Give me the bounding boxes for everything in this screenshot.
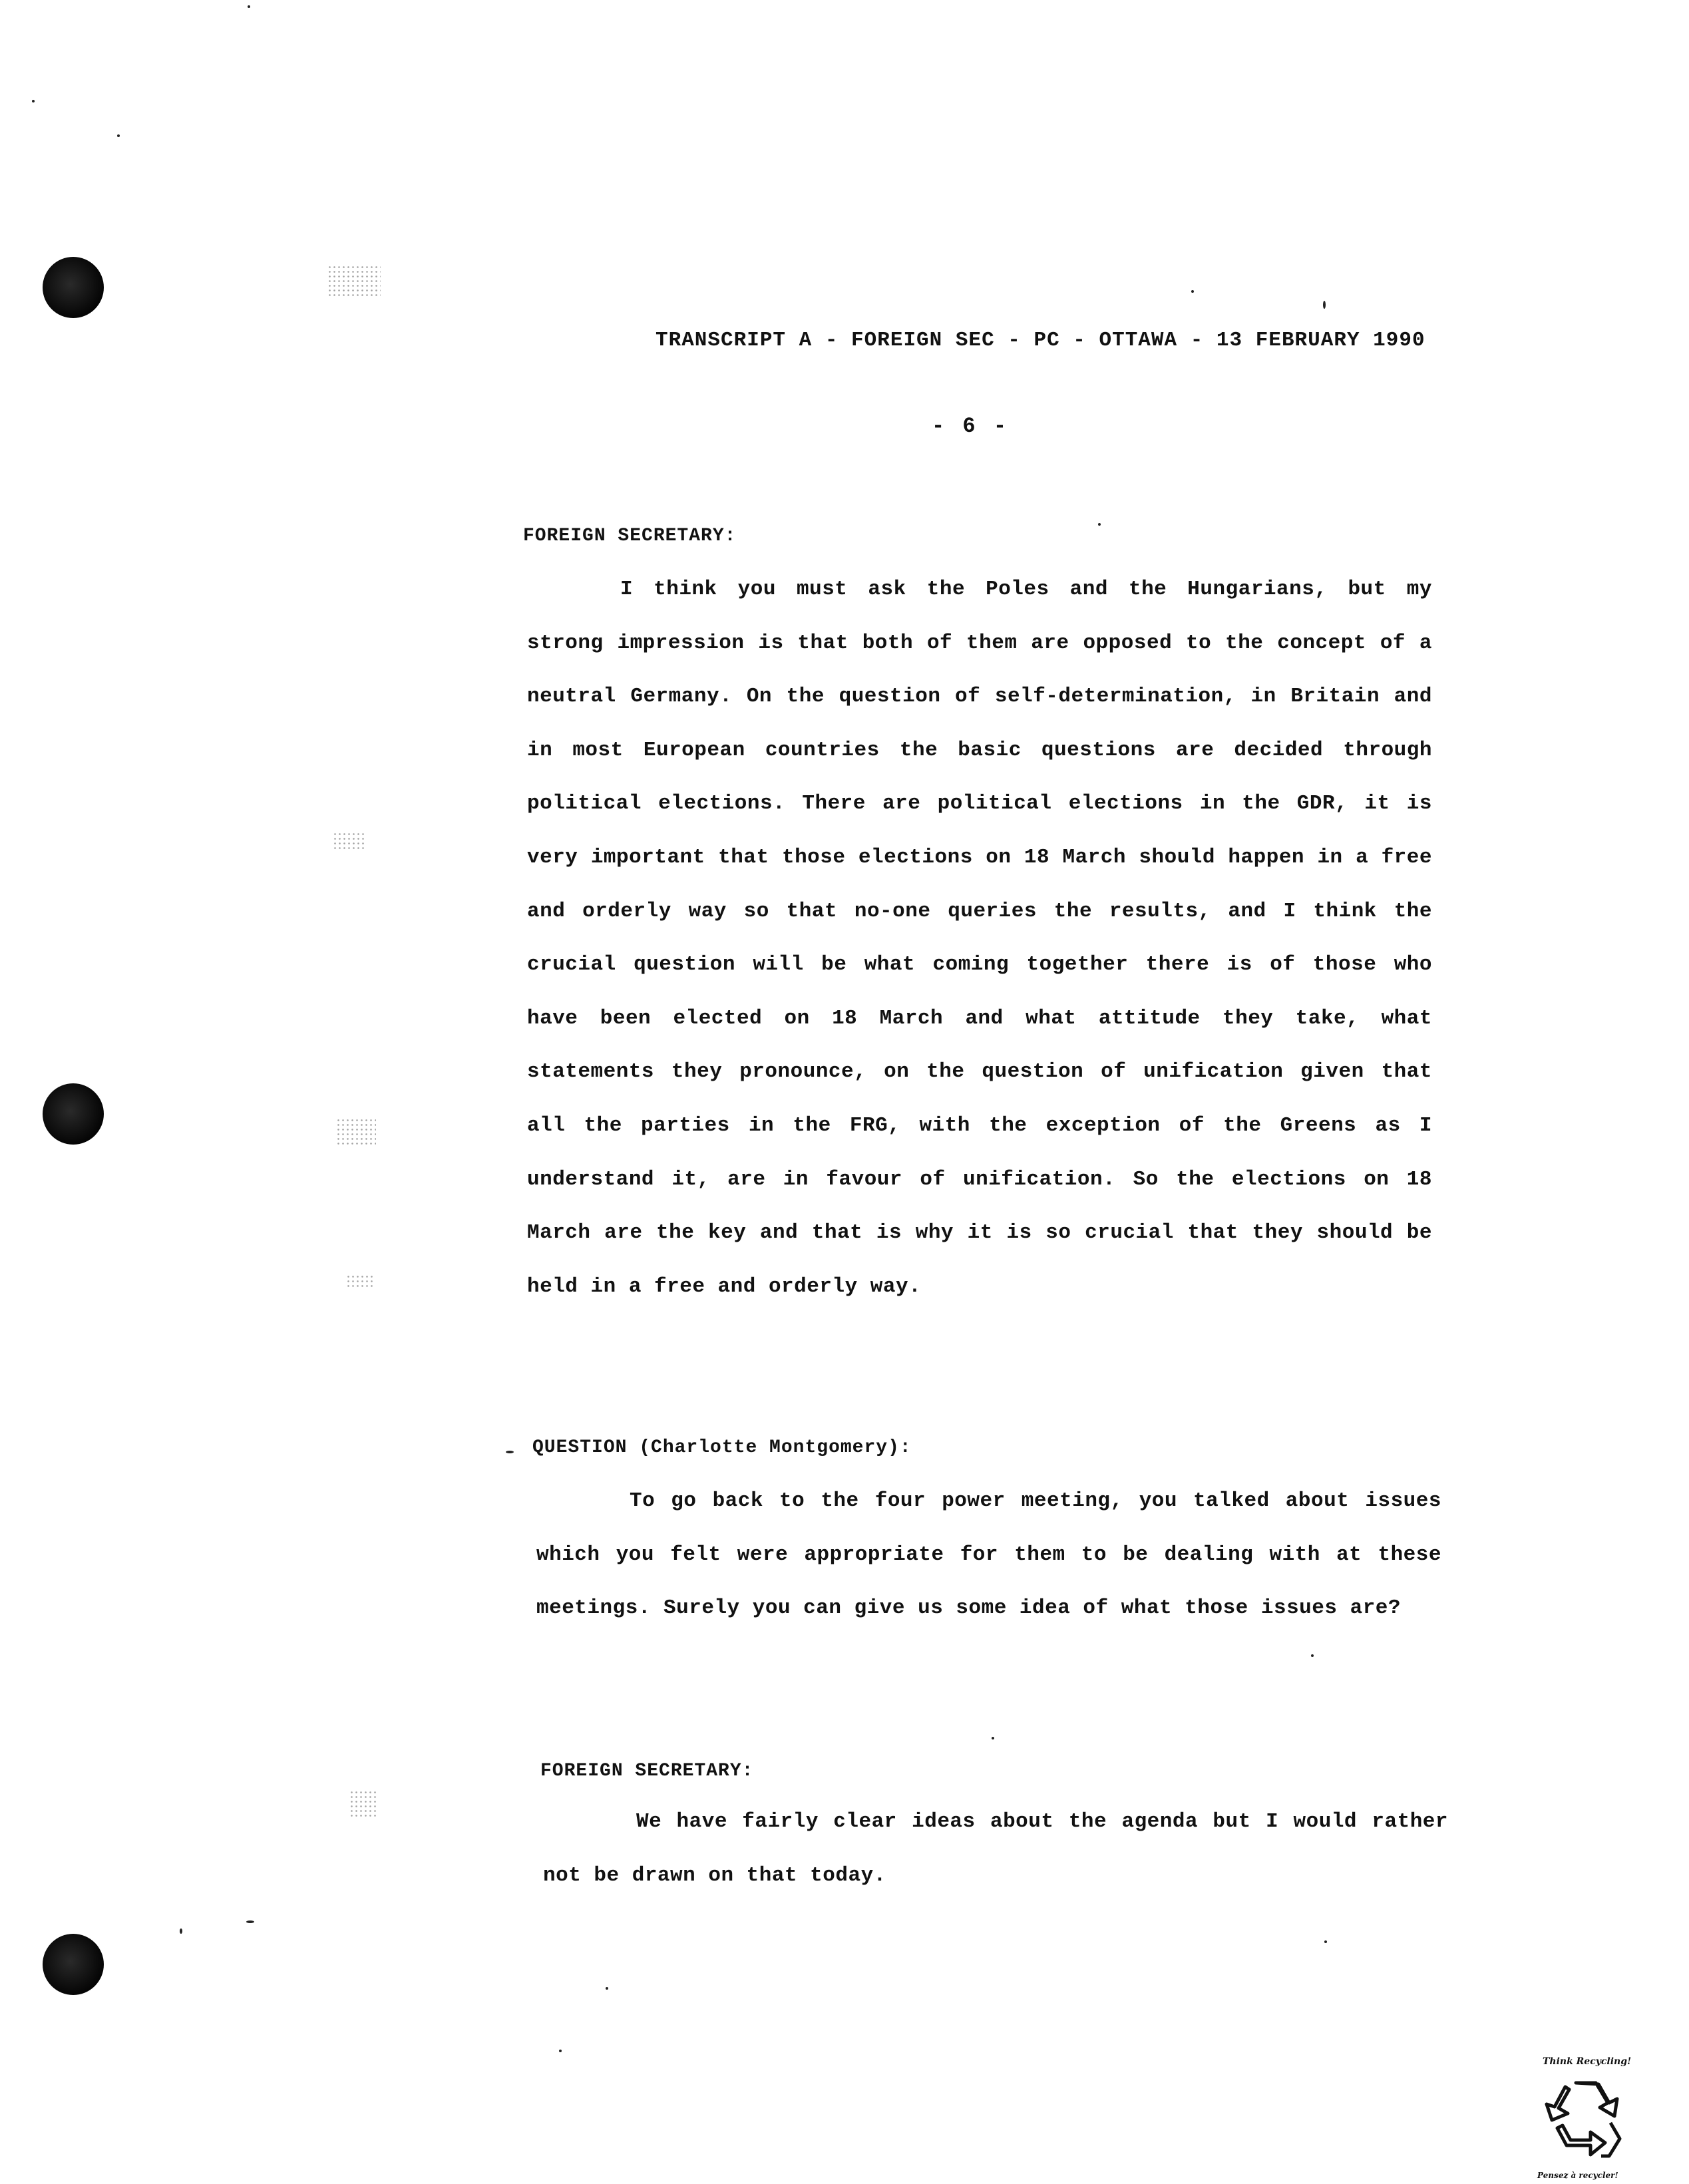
speaker-label: FOREIGN SECRETARY: xyxy=(540,1761,754,1781)
scan-noise xyxy=(559,2050,562,2052)
speaker-label: FOREIGN SECRETARY: xyxy=(523,526,737,546)
scan-noise xyxy=(1324,1940,1327,1943)
scan-noise xyxy=(333,832,366,852)
scan-noise xyxy=(246,1920,254,1923)
scan-noise xyxy=(248,5,250,8)
transcript-paragraph: To go back to the four power meeting, you talked about issues which you felt were appropriate for them to be dealing with at these meetings. Surely you can give us some idea of what those issues are? xyxy=(536,1489,1441,1620)
scan-noise xyxy=(606,1987,608,1990)
scan-noise xyxy=(1191,290,1194,293)
scan-noise xyxy=(506,1451,514,1453)
recycle-caption-top: Think Recycling! xyxy=(1543,2056,1632,2067)
scan-noise xyxy=(180,1928,182,1934)
speaker-label: QUESTION (Charlotte Montgomery): xyxy=(532,1437,912,1458)
scan-noise xyxy=(32,100,35,102)
transcript-header: TRANSCRIPT A - FOREIGN SEC - PC - OTTAWA - 13 FEBRUARY 1990 xyxy=(656,329,1425,352)
scan-noise xyxy=(1098,523,1101,526)
scan-noise xyxy=(1311,1654,1314,1657)
scan-noise xyxy=(349,1790,376,1817)
scan-noise xyxy=(327,265,381,298)
scan-noise xyxy=(1323,301,1326,309)
scan-noise xyxy=(992,1737,994,1739)
punch-hole-middle xyxy=(43,1083,104,1145)
transcript-paragraph: I think you must ask the Poles and the Hungarians, but my strong impression is that both of them are opposed to the concept of a neutral Germany. On the question of self-determination, in Britain and in most European countries the basic questions are decided through political elections. There are political elections in the GDR, it is very important that those elections on 18 March should happen in a free and orderly way so that no-one queries the results, and I think the crucial question will be what coming together there is of those who have been elected on 18 March and what attitude they take, what statements they pronounce, on the question of unification given that all the parties in the FRG, with the exception of the Greens as I understand it, are in favour of unification. So the elections on 18 March are the key and that is why it is so crucial that they should be held in a free and orderly way. xyxy=(527,578,1432,1298)
scan-noise xyxy=(117,134,120,137)
punch-hole-top xyxy=(43,257,104,318)
recycle-icon xyxy=(1529,2056,1642,2183)
recycle-caption-bottom: Pensez à recycler! xyxy=(1537,2171,1618,2180)
scan-noise xyxy=(336,1118,376,1145)
punch-hole-bottom xyxy=(43,1934,104,1995)
page-number: - 6 - xyxy=(932,414,1010,439)
transcript-paragraph: We have fairly clear ideas about the agenda but I would rather not be drawn on that today. xyxy=(543,1810,1448,1887)
scan-noise xyxy=(346,1274,373,1288)
